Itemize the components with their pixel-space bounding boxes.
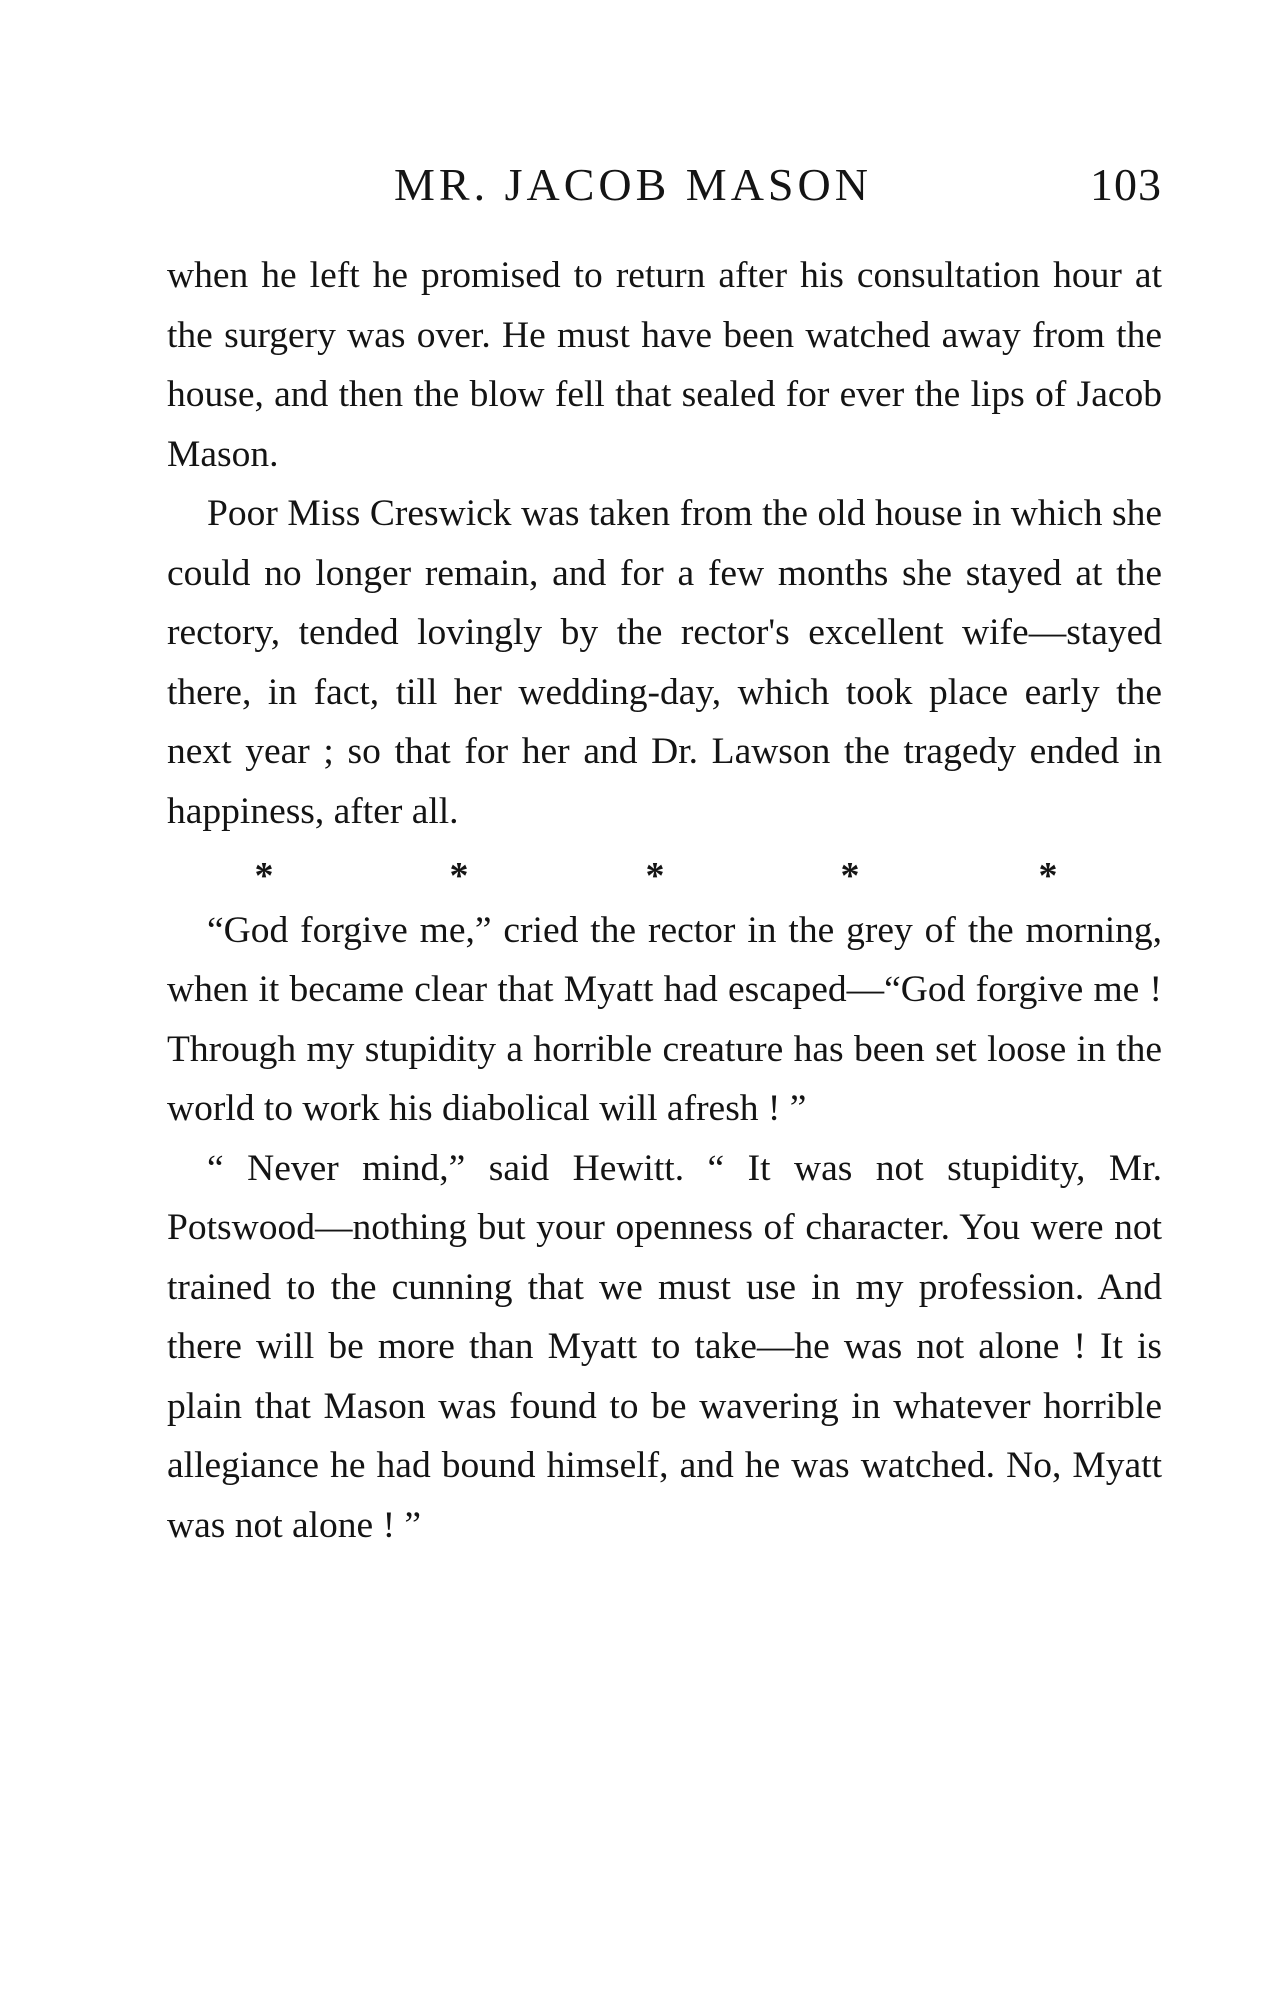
section-break-asterisk: * xyxy=(449,855,469,897)
section-break-asterisk: * xyxy=(645,855,665,897)
body-text xyxy=(167,246,1162,1555)
section-break-asterisk: * xyxy=(840,855,860,897)
page-number: 103 xyxy=(1090,159,1162,210)
paragraph-rector-speech: “God forgive me,” cried the rector in the grey of the morning, when it became clear that Myatt had escaped—“God forgive me ! Through my stupidity a horrible creature has been set loose in the world to work his diabolical will afresh ! ” xyxy=(167,909,1162,1129)
paragraph-hewitt-speech: “ Never mind,” said Hewitt. “ It was not stupidity, Mr. Potswood—nothing but your openness of character. You were not trained to the cunning that we must use in my profession. And there will be more than Myatt to take—he was not alone ! It is plain that Mason was found to be wavering in whatever horrible allegiance he had bound himself, and he was watched. No, Myatt was not alone ! ” xyxy=(167,1147,1162,1546)
section-break xyxy=(167,841,1162,901)
paragraph-continuation: when he left he promised to return after his consultation hour at the surgery was over. He must have been watched away from the house, and then the blow fell that sealed for ever the lips of Jacob Mason. xyxy=(167,255,1162,475)
running-title: MR. JACOB MASON xyxy=(394,159,872,210)
section-break-asterisk: * xyxy=(254,855,274,897)
running-head xyxy=(167,158,1162,218)
section-break-asterisk: * xyxy=(1038,855,1058,897)
paragraph-miss-creswick: Poor Miss Creswick was taken from the old house in which she could no longer remain, and for a few months she stayed at the rectory, tended lovingly by the rector's excellent wife—stayed there, in fact, till her wedding-day, which took place early the next year ; so that for her and Dr. Lawson the tragedy ended in happiness, after all. xyxy=(167,493,1162,832)
